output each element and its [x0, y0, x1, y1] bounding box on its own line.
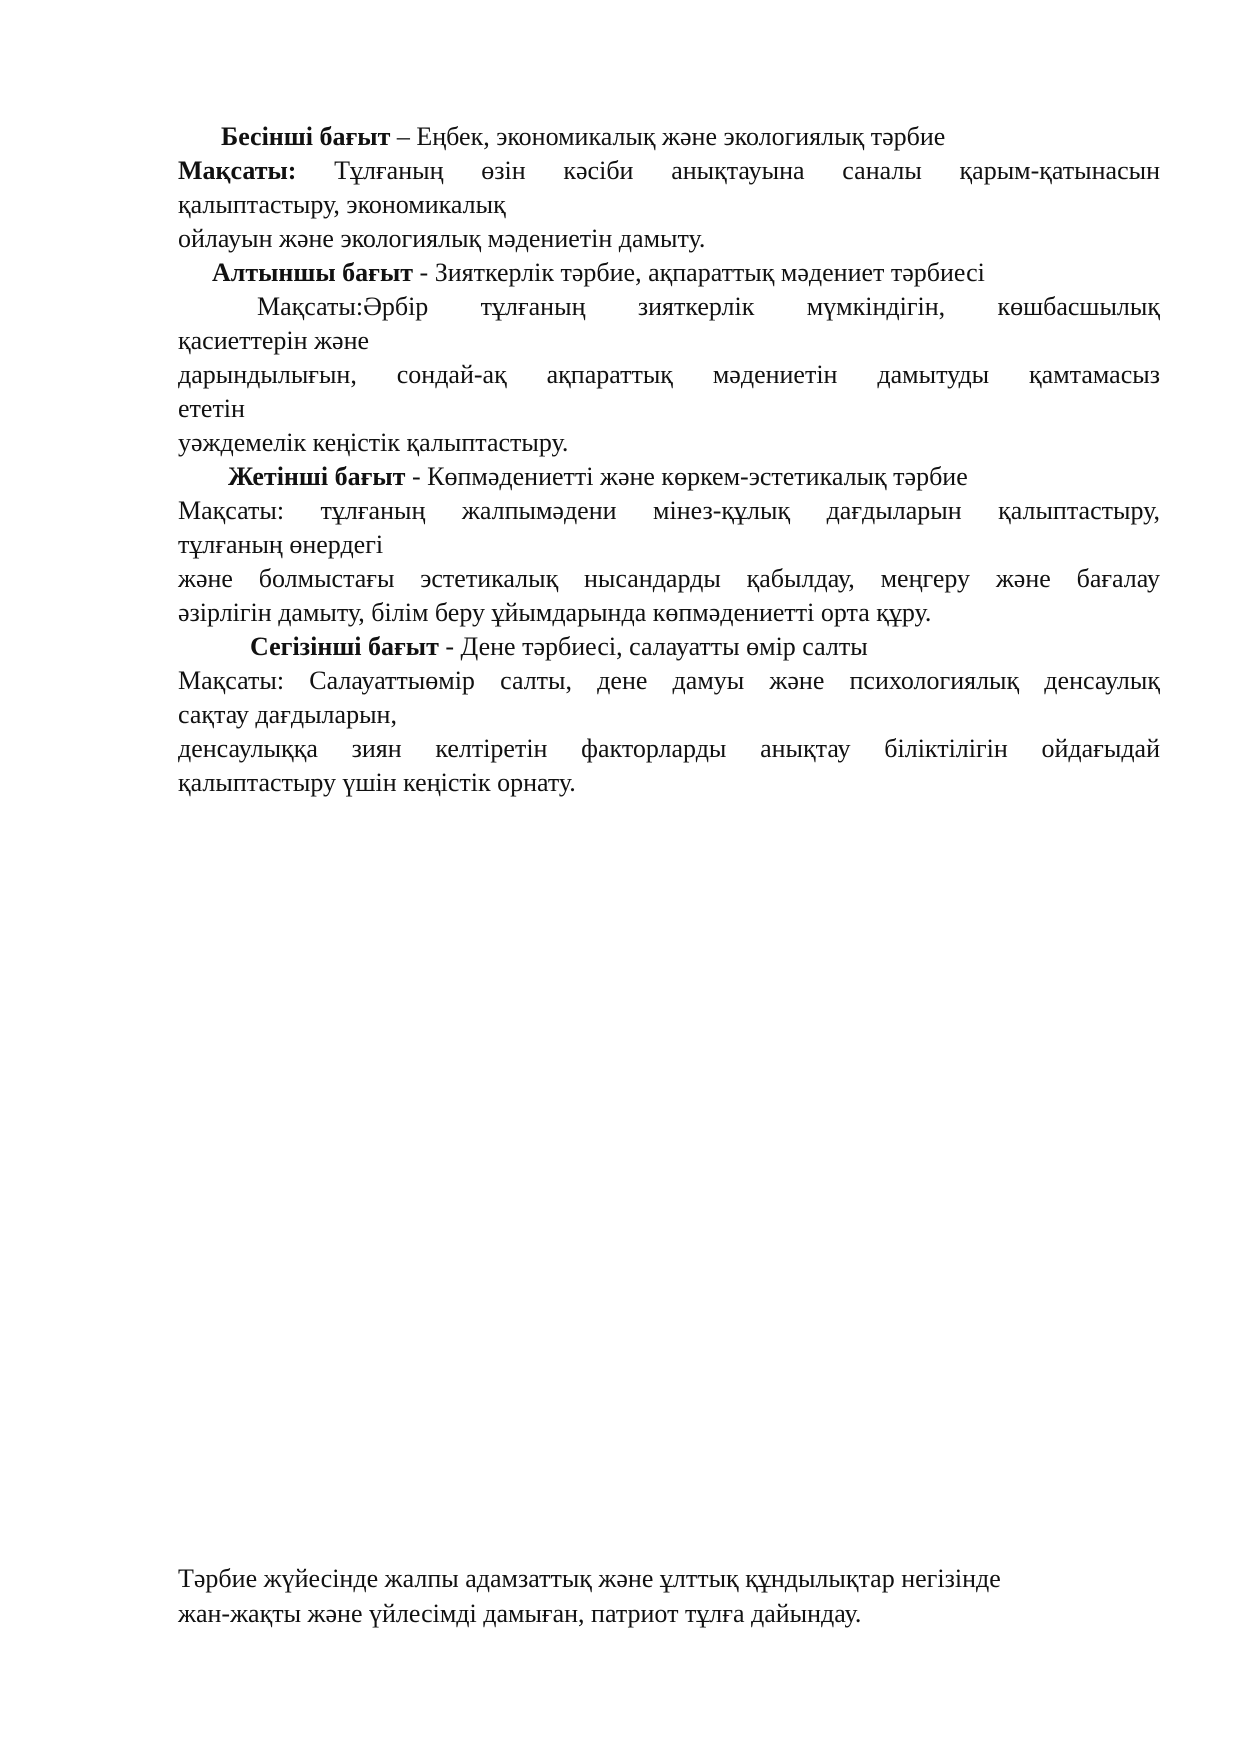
section-5-goal-line-2: қалыптастыру, экономикалық: [178, 190, 506, 219]
section-7-goal-line-2: тұлғаның өнердегі: [178, 530, 384, 559]
section-5-title: Еңбек, экономикалық және экологиялық тәрбие: [416, 122, 946, 151]
section-6-goal-line-3: дарындылығын, сондай-ақ ақпараттық мәдениетін дамытуды қамтамасыз: [178, 360, 1160, 389]
section-5-heading: Бесінші бағыт: [221, 122, 391, 151]
section-7-goal-line-4: әзірлігін дамыту, білім беру ұйымдарында көпмәдениетті орта құру.: [178, 598, 932, 627]
section-8-title: Дене тәрбиесі, салауатты өмір салты: [460, 632, 868, 661]
section-5-goal-line-1: Мақсаты: Тұлғаның өзін кәсіби анықтауына саналы қарым-қатынасын: [178, 156, 1160, 185]
section-7-heading: Жетінші бағыт: [228, 462, 406, 491]
section-6-heading: Алтыншы бағыт: [212, 258, 414, 287]
section-7-heading-line: Жетінші бағыт - Көпмәдениетті және көркем-эстетикалық тәрбие: [228, 462, 968, 491]
section-6-goal-line-2: қасиеттерін және: [178, 326, 370, 355]
section-7-goal-line-3: және болмыстағы эстетикалық нысандарды қабылдау, меңгеру және бағалау: [178, 564, 1160, 593]
section-7-goal-line-1: Мақсаты: тұлғаның жалпымәдени мінез-құлық дағдыларын қалыптастыру,: [178, 496, 1160, 525]
section-5-heading-line: Бесінші бағыт – Еңбек, экономикалық және экологиялық тәрбие: [221, 122, 946, 151]
section-8-heading-line: Сегізінші бағыт - Дене тәрбиесі, салауатты өмір салты: [250, 632, 868, 661]
section-8-goal-line-3: денсаулыққа зиян келтіретін факторларды анықтау біліктілігін ойдағыдай: [178, 734, 1160, 763]
section-8-heading: Сегізінші бағыт: [250, 632, 439, 661]
section-6-goal-line-5: уәждемелік кеңістік қалыптастыру.: [178, 428, 569, 457]
section-8-goal-line-1: Мақсаты: Салауаттыөмір салты, дене дамуы және психологиялық денсаулық: [178, 666, 1160, 695]
section-6-goal-line-1: Мақсаты:Әрбір тұлғаның зияткерлік мүмкіндігін, көшбасшылық: [257, 292, 1160, 321]
footer-line-2: жан-жақты және үйлесімді дамыған, патриот тұлға дайындау.: [178, 1599, 862, 1628]
section-5-goal-label: Мақсаты:: [178, 156, 297, 185]
section-8-goal-line-4: қалыптастыру үшін кеңістік орнату.: [178, 768, 576, 797]
section-8-goal-line-2: сақтау дағдыларын,: [178, 700, 397, 729]
section-6-heading-line: Алтыншы бағыт - Зияткерлік тәрбие, ақпараттық мәдениет тәрбиесі: [212, 258, 985, 287]
section-6-title: Зияткерлік тәрбие, ақпараттық мәдениет тәрбиесі: [434, 258, 985, 287]
section-5-goal-line-3: ойлауын және экологиялық мәдениетін дамыту.: [178, 224, 706, 253]
footer-line-1: Тәрбие жүйесінде жалпы адамзаттық және ұлттық құндылықтар негізінде: [178, 1564, 1001, 1593]
section-6-goal-line-4: ететін: [178, 394, 245, 423]
section-7-title: Көпмәдениетті және көркем-эстетикалық тәрбие: [427, 462, 968, 491]
